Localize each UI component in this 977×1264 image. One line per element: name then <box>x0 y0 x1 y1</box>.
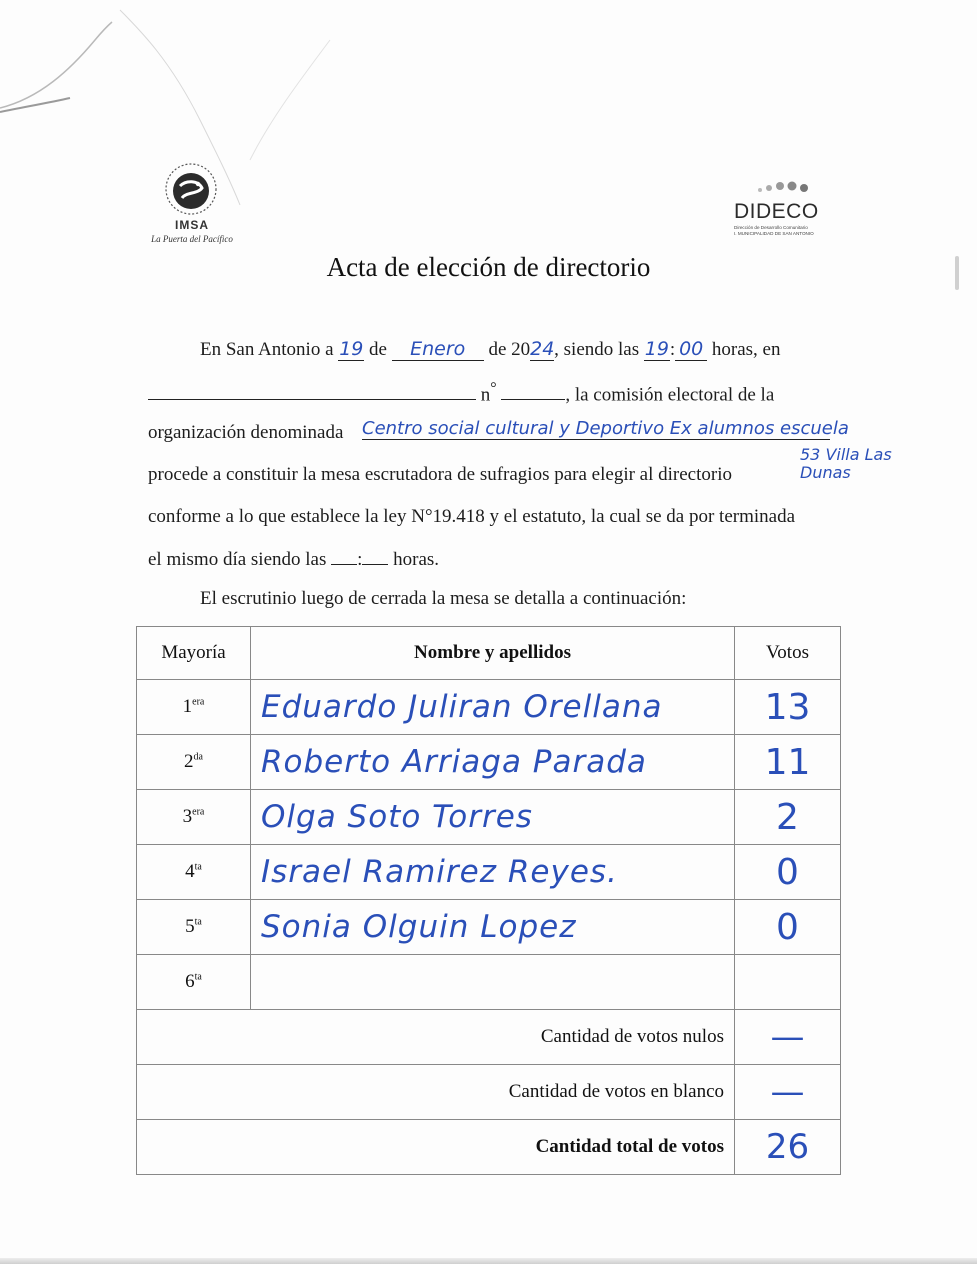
candidate-votes: 0 <box>735 900 841 955</box>
time-separator: : <box>669 339 676 360</box>
imsa-logo <box>142 162 242 252</box>
candidate-votes: 11 <box>735 735 841 790</box>
imsa-seal-icon <box>164 162 218 216</box>
table-header-row <box>137 627 841 680</box>
table-row <box>137 900 841 955</box>
votes-table <box>136 626 841 1175</box>
degree-symbol: ° <box>490 380 497 397</box>
scan-bottom-edge <box>0 1258 977 1264</box>
blank-votes-value: — <box>735 1065 841 1120</box>
table-row <box>137 955 841 1010</box>
candidate-name: Roberto Arriaga Parada <box>251 735 735 790</box>
candidate-name: Olga Soto Torres <box>251 790 735 845</box>
dideco-logo <box>730 178 830 240</box>
paragraph-line-6 <box>148 546 830 574</box>
text-siendo: , siendo las <box>554 339 644 360</box>
text-closing-horas: horas. <box>388 549 440 570</box>
paragraph-line-1 <box>148 338 830 366</box>
table-row <box>137 845 841 900</box>
table-row <box>137 680 841 735</box>
blank-votes-label: Cantidad de votos en blanco <box>137 1065 735 1120</box>
paragraph-line-4: procede a constituir la mesa escrutadora de sufragios para elegir al directorio <box>148 464 732 485</box>
paragraph-line-5: conforme a lo que establece la ley N°19.418 y el estatuto, la cual se da por terminada <box>148 506 796 527</box>
rank-cell: $4^{ta}$ <box>137 845 251 900</box>
candidate-votes: 2 <box>735 790 841 845</box>
null-votes-label: Cantidad de votos nulos <box>137 1010 735 1065</box>
text-closing: el mismo día siendo las <box>148 549 332 570</box>
total-votes-row <box>137 1120 841 1175</box>
text-commission: , la comisión electoral de la <box>565 384 775 406</box>
dideco-dots-icon <box>752 178 822 196</box>
total-votes-value: 26 <box>735 1120 841 1175</box>
rank-cell: $6^{ta}$ <box>137 955 251 1010</box>
day-field: 19 <box>339 338 364 360</box>
text-place: En San Antonio a <box>200 339 339 360</box>
text-de: de <box>364 339 392 360</box>
candidate-votes: 0 <box>735 845 841 900</box>
paragraph-line-7: El escrutinio luego de cerrada la mesa se detalla a continuación: <box>200 588 687 609</box>
month-field: Enero <box>392 338 484 361</box>
closing-time-separator: : <box>357 549 363 570</box>
candidate-name: Eduardo Juliran Orellana <box>251 680 735 735</box>
text-year-prefix: de 20 <box>483 339 531 360</box>
closing-minute-field <box>362 546 388 565</box>
closing-hour-field <box>331 546 357 565</box>
location-field <box>148 381 476 400</box>
paragraph-line-2 <box>148 380 830 408</box>
text-horas: horas, en <box>707 339 781 360</box>
rank-cell: $5^{ta}$ <box>137 900 251 955</box>
rank-cell: $2^{da}$ <box>137 735 251 790</box>
dideco-logo-subtitle: Dirección de Desarrollo Comunitario <box>734 225 808 230</box>
header-votes: Votos <box>735 627 841 680</box>
imsa-logo-text: IMSA <box>175 218 209 232</box>
blank-votes-row <box>137 1065 841 1120</box>
number-field <box>501 381 565 400</box>
text-number: n <box>476 384 491 406</box>
document-title: Acta de elección de directorio <box>326 252 651 282</box>
organization-name-field: Centro social cultural y Deportivo Ex alumnos escuela <box>362 418 849 439</box>
year-field: 24 <box>530 338 555 360</box>
dideco-logo-text: DIDECO <box>734 200 819 223</box>
hour-field: 19 <box>644 338 669 360</box>
candidate-votes: 13 <box>735 680 841 735</box>
rank-cell: $3^{era}$ <box>137 790 251 845</box>
null-votes-value: — <box>735 1010 841 1065</box>
total-votes-label: Cantidad total de votos <box>137 1120 735 1175</box>
minute-field: 00 <box>675 338 707 361</box>
organization-name-continuation: 53 Villa Las Dunas <box>800 445 892 482</box>
imsa-logo-tagline: La Puerta del Pacífico <box>151 234 233 244</box>
candidate-name: Sonia Olguin Lopez <box>251 900 735 955</box>
null-votes-row <box>137 1010 841 1065</box>
candidate-name: Israel Ramirez Reyes. <box>251 845 735 900</box>
dideco-logo-municipality: I. MUNICIPALIDAD DE SAN ANTONIO <box>734 231 814 236</box>
table-row <box>137 790 841 845</box>
text-org-label: organización denominada <box>148 422 344 443</box>
candidate-votes <box>735 955 841 1010</box>
header-name: Nombre y apellidos <box>251 627 735 680</box>
header-rank: Mayoría <box>137 627 251 680</box>
rank-cell: $1^{era}$ <box>137 680 251 735</box>
table-row <box>137 735 841 790</box>
candidate-name <box>251 955 735 1010</box>
